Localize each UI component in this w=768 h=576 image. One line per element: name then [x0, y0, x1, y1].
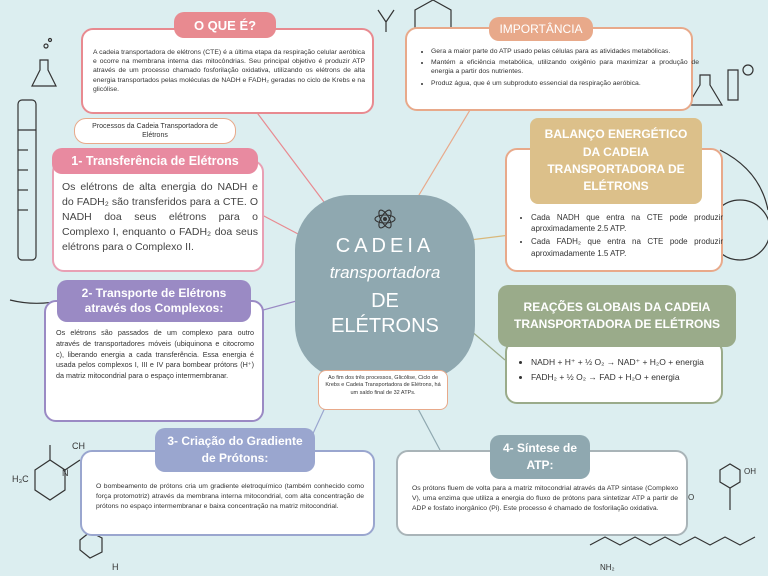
- atom-icon: [373, 207, 397, 231]
- chem-label-oh: OH: [744, 467, 756, 476]
- chem-label-h: H: [112, 562, 119, 572]
- balanco-title: BALANÇO ENERGÉTICO DA CADEIA TRANSPORTADORA DE ELÉTRONS: [530, 118, 702, 204]
- central-hub: [295, 195, 475, 380]
- reacoes-list: [519, 356, 727, 386]
- etapa4-text: Os prótons fluem de volta para a matriz mitocondrial através da ATP sintase (Complexo V), uma enzima que utiliza a energia do fluxo de prótons para sintetizar ATP a partir de ADP e fosfato inorgânico (Pi). Este processo é chamado de fosforilação oxidativa.: [412, 485, 678, 513]
- etapa1-title: 1- Transferência de Elétrons: [52, 148, 258, 174]
- balanco-list: [519, 212, 723, 261]
- central-line4: ELÉTRONS: [331, 315, 439, 337]
- oque-e-title: O QUE É?: [174, 12, 276, 38]
- list-item: • Mantém a eficiência metabólica, utilizando oxigênio para maximizar a produção de energia a partir dos nutrientes.: [431, 58, 699, 76]
- list-item: • Produz água, que é um subproduto essencial da respiração aeróbica.: [431, 79, 699, 88]
- molecule-icon: [378, 10, 394, 32]
- oque-e-text: A cadeia transportadora de elétrons (CTE) é a última etapa da respiração celular aeróbica e ocorre na membrana interna das mitocôndrias. Seu principal objetivo é produzir ATP através de um processo chamado fosforilação oxidativa, utilizando os elétrons de alta energia transportados pelas moléculas de NADH e FADH₂ geradas no ciclo de Krebs e na glicólise.: [93, 49, 365, 93]
- importancia-title: IMPORTÂNCIA: [489, 17, 593, 41]
- saldo-note: Ao fim dos três processos, Glicólise, Ciclo de Krebs e Cadeia Transportadora de Elétrons, há um saldo final de 32 ATPs.: [318, 370, 448, 410]
- central-line3: DE: [371, 290, 399, 312]
- etapa3-text: O bombeamento de prótons cria um gradiente eletroquímico (também conhecido como força protomotriz) através da membrana interna mitocondrial, com alta concentração de prótons no espaço intermembranar e baixa concentração na matriz mitocondrial.: [96, 483, 364, 511]
- importancia-list: [419, 47, 699, 90]
- list-item: • Cada FADH₂ que entra na CTE pode produzir aproximadamente 1.5 ATP.: [531, 236, 723, 258]
- etapa2-text: Os elétrons são passados de um complexo para outro através de transportadores móveis (ubiquinona e citocromo c), liberando energia a cada transferência. Essa energia é usada pelos complexos I, III e IV para bombear prótons (H⁺) da matriz mitocondrial para o espaço intermembranar.: [56, 328, 254, 381]
- list-item: • Cada NADH que entra na CTE pode produzir aproximadamente 2.5 ATP.: [531, 212, 723, 234]
- central-line2: transportadora: [329, 263, 441, 282]
- etapa3-title: 3- Criação do Gradiente de Prótons:: [155, 428, 315, 472]
- list-item: • FADH₂ + ½ O₂ → FAD + H₂O + energia: [531, 371, 727, 384]
- etapa1-text: Os elétrons de alta energia do NADH e do FADH₂ são transferidos para a CTE. O NADH doa seus elétrons para o Complexo I, enquanto o FADH₂ doa seus elétrons para o Complexo II.: [62, 181, 258, 253]
- chem-label-o: O: [688, 493, 695, 502]
- central-line1: CADEIA: [335, 235, 435, 257]
- chem-label-n: N: [62, 468, 69, 478]
- reacoes-title: REAÇÕES GLOBAIS DA CADEIA TRANSPORTADORA DE ELÉTRONS: [498, 285, 736, 347]
- chem-label-ch: CH: [72, 441, 85, 451]
- chem-label-nh2: NH₂: [600, 563, 615, 572]
- etapa1-card: [52, 160, 264, 272]
- reacoes-card: [505, 340, 723, 404]
- etapa4-title: 4- Síntese de ATP:: [490, 435, 590, 479]
- chem-label-h3c: H₃C: [12, 474, 29, 484]
- list-item: • NADH + H⁺ + ½ O₂ → NAD⁺ + H₂O + energia: [531, 356, 727, 369]
- etapa2-title: 2- Transporte de Elétrons através dos Complexos:: [57, 280, 251, 322]
- list-item: • Gera a maior parte do ATP usado pelas células para as atividades metabólicas.: [431, 47, 699, 56]
- oque-e-card: [81, 28, 374, 114]
- processos-label: Processos da Cadeia Transportadora de Elétrons: [74, 118, 236, 144]
